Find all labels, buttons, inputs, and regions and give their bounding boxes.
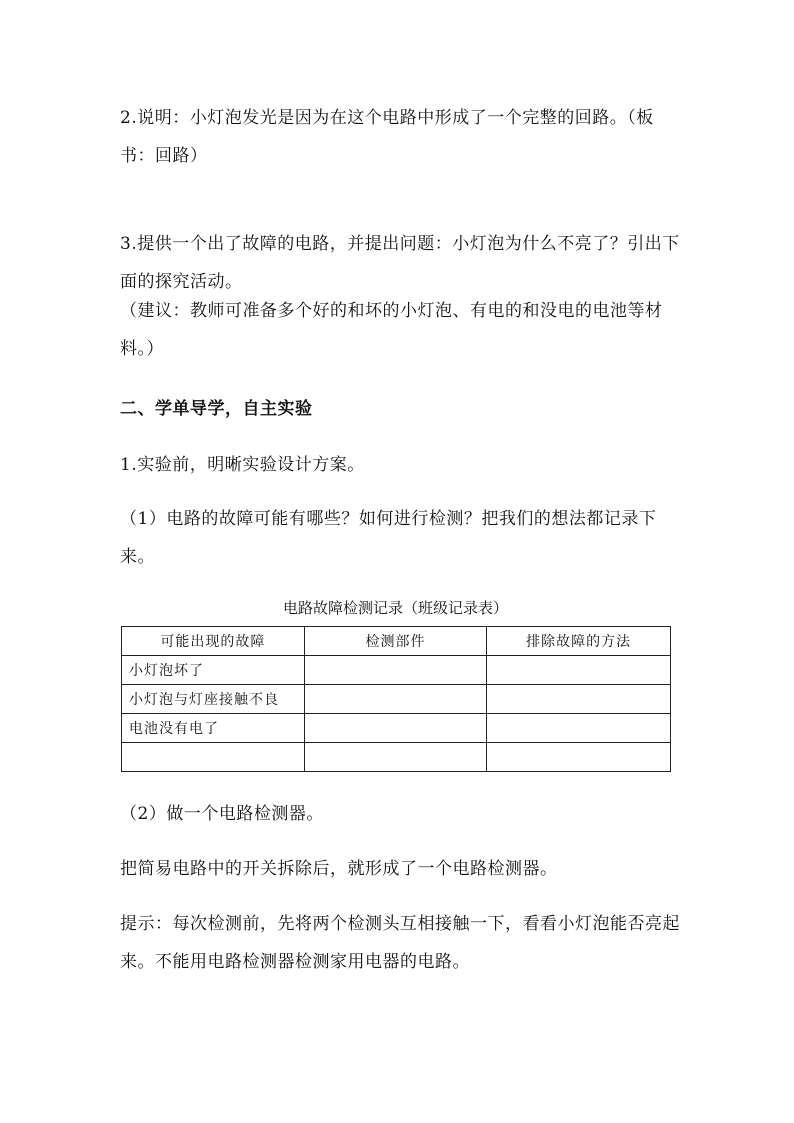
table-cell: 小灯泡坏了: [122, 656, 305, 685]
table-cell: [487, 743, 671, 772]
table-cell: [487, 656, 671, 685]
paragraph-tip: 提示：每次检测前，先将两个检测头互相接触一下，看看小灯泡能否亮起来。不能用电路检测器检测家用电器的电路。: [120, 914, 680, 972]
table-cell: [304, 743, 487, 772]
paragraph-faulty-circuit: 3.提供一个出了故障的电路，并提出问题：小灯泡为什么不亮了？引出下面的探究活动。: [120, 234, 680, 292]
table-header-cell: 检测部件: [304, 627, 487, 656]
table-header-row: [122, 627, 671, 656]
table-cell: 小灯泡与灯座接触不良: [122, 685, 305, 714]
table-row: [122, 743, 671, 772]
table-cell: [304, 714, 487, 743]
section-heading-2: 二、学单导学，自主实验: [120, 399, 313, 419]
table-cell: [122, 743, 305, 772]
table-cell: [487, 714, 671, 743]
table-cell: [304, 656, 487, 685]
paragraph-make-detector: （2）做一个电路检测器。: [120, 804, 324, 824]
table-title: 电路故障检测记录（班级记录表）: [282, 599, 508, 617]
paragraph-before-experiment: 1.实验前，明晰实验设计方案。: [120, 455, 365, 475]
table-header-cell: 排除故障的方法: [487, 627, 671, 656]
table-header-cell: 可能出现的故障: [122, 627, 305, 656]
fault-record-table: [121, 626, 671, 772]
paragraph-explanation: 2.说明：小灯泡发光是因为在这个电路中形成了一个完整的回路。（板书：回路）: [120, 108, 654, 166]
table-row: [122, 656, 671, 685]
paragraph-suggestion: （建议：教师可准备多个好的和坏的小灯泡、有电的和没电的电池等材料。）: [120, 301, 663, 359]
table-cell: 电池没有电了: [122, 714, 305, 743]
table-cell: [487, 685, 671, 714]
table-cell: [304, 685, 487, 714]
table-row: [122, 685, 671, 714]
paragraph-detector-description: 把简易电路中的开关拆除后，就形成了一个电路检测器。: [120, 859, 558, 879]
paragraph-question-1: （1）电路的故障可能有哪些？如何进行检测？把我们的想法都记录下来。: [120, 509, 657, 567]
table-row: [122, 714, 671, 743]
